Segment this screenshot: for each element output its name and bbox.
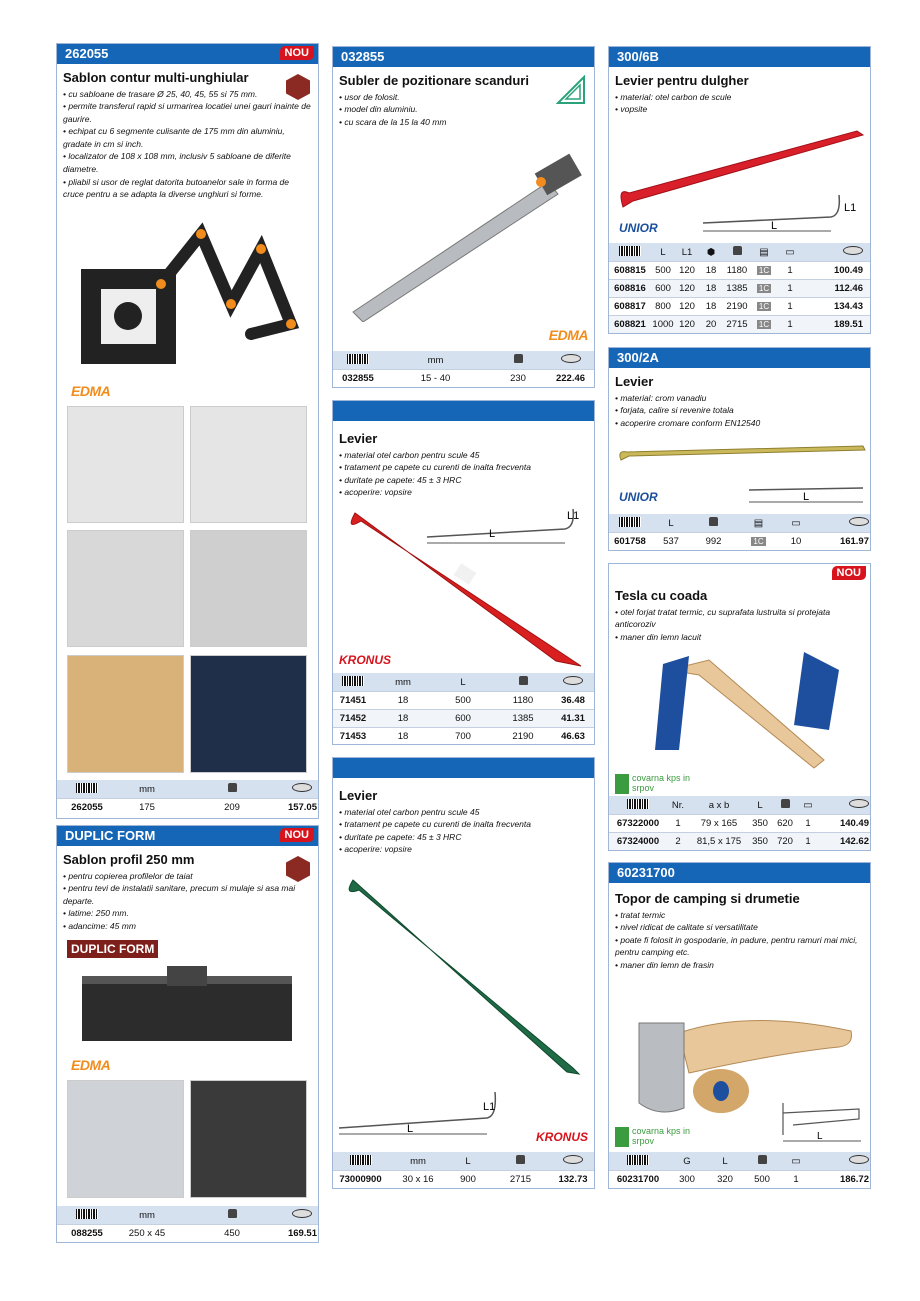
card-header [609,863,870,883]
card-header [333,401,594,421]
dim-l1-label: L1 [567,510,580,522]
usage-photo [190,530,307,647]
edma-logo: EDMA [548,327,588,343]
feature-list [609,909,870,972]
product-image [343,142,583,322]
price-icon [561,354,581,363]
product-card-032855 [332,46,595,388]
barcode-icon [350,1155,372,1165]
product-code: 300/2A [617,350,659,365]
feature-item: • localizator de 108 x 108 mm, inclusiv 5 sabloane de diferite diametre. [63,150,312,175]
product-card-262055 [56,43,319,819]
product-image [341,501,586,671]
card-header [333,758,594,778]
unior-logo: UNIOR [619,221,658,235]
feature-item: • cu scara de la 15 la 40 mm [339,116,588,129]
new-badge: NOU [832,566,866,580]
feature-list [609,91,870,116]
feature-item: • material: otel carbon de scule [615,91,864,104]
feature-item: • tratat termic [615,909,864,922]
table-header: mm [333,351,594,369]
table-row: 608816 600 120 18 1385 1C 1 112.46 [609,279,870,297]
product-code: 032855 [341,49,385,64]
feature-item: • latime: 250 mm. [63,907,312,920]
duplic-form-brand: DUPLIC FORM [67,940,158,958]
product-code: 60231700 [617,865,675,880]
usage-photo [67,530,184,647]
weight-icon [228,1209,237,1218]
product-title: Levier [339,788,378,803]
table-header: L ▤ ▭ [609,514,870,532]
feature-item: • tratament pe capete cu curenti de inalta frecventa [339,818,588,831]
edma-logo: EDMA [71,1057,111,1073]
barcode-icon [347,354,369,364]
table-row: 67324000 2 81,5 x 175 350 720 1 142.62 [609,832,870,850]
feature-item: • maner din lemn de frasin [615,959,864,972]
table-header: mm [57,1206,318,1224]
feature-item: • material: crom vanadiu [615,392,864,405]
dimension-drawing [779,1099,867,1147]
product-card-levier-73000900 [332,757,595,1189]
feature-list [333,449,594,499]
dim-l1-label: L1 [844,202,857,214]
weight-icon [514,354,523,363]
barcode-icon [619,246,641,256]
table-row: 71453 18 700 2190 46.63 [333,727,594,745]
price-icon [292,1209,312,1218]
box-icon: ▭ [791,1155,801,1167]
product-code: DUPLIC FORM [65,828,156,843]
hex-icon: ⬢ [706,246,716,258]
product-code: 300/6B [617,49,659,64]
kronus-logo: KRONUS [535,1130,588,1144]
table-row: 71451 18 500 1180 36.48 [333,691,594,709]
dimension-drawing [337,1080,507,1140]
feature-item: • cu sabloane de trasare Ø 25, 40, 45, 55 si 75 mm. [63,88,312,101]
feature-item: • forjata, calire si revenire totala [615,404,864,417]
feature-item: • poate fi folosit in gospodarie, in padure, pentru ramuri mai mici, pentru camping etc. [615,934,864,959]
usage-photo [67,406,184,523]
table-row: 088255 250 x 45 450 169.51 [57,1224,318,1242]
feature-item: • echipat cu 6 segmente culisante de 175 mm din aluminiu, gradate in cm si inch. [63,125,312,150]
feature-item: • tratament pe capete cu curenti de inalta frecventa [339,461,588,474]
weight-icon [758,1155,767,1164]
dim-l-label: L [817,1131,823,1142]
table-header: mm L [333,673,594,691]
spec-table [609,243,870,333]
weight-icon [516,1155,525,1164]
table-header: L L1 ⬢ ▤ ▭ [609,243,870,261]
dim-l-label: L [803,491,810,503]
product-card-300-2a [608,347,871,551]
dimension-drawing [701,187,867,237]
feature-item: • adancime: 45 mm [63,920,312,933]
product-card-levier-kronus [332,400,595,745]
table-row: 608821 1000 120 20 2715 1C 1 189.51 [609,315,870,333]
dim-l-label: L [489,528,496,540]
weight-icon [709,517,718,526]
usage-photo [67,655,184,773]
box-icon: ▭ [785,246,795,258]
spec-table [333,673,594,745]
feature-item: • permite transferul rapid si urmarirea locatiei unei gauri inainte de gaurire. [63,100,312,125]
product-image [649,650,859,770]
card-header [333,47,594,67]
barcode-icon [342,676,364,686]
feature-item: • usor de folosit. [339,91,588,104]
feature-list [57,88,318,201]
spec-table [57,780,318,816]
weight-icon [733,246,742,255]
card-header [609,348,870,368]
product-title: Levier [615,374,654,389]
package-icon: ▤ [759,246,769,258]
unior-logo: UNIOR [619,490,658,504]
feature-item: • acoperire: vopsire [339,486,588,499]
card-header [57,826,318,846]
package-icon: ▤ [753,517,764,529]
product-title: Sablon contur multi-unghiular [63,70,249,85]
feature-item: • material otel carbon pentru scule 45 [339,806,588,819]
feature-list [609,606,870,644]
spec-table [609,796,870,850]
barcode-icon [627,799,649,809]
feature-item: • acoperire: vopsire [339,843,588,856]
edma-logo: EDMA [71,383,111,399]
product-card-tesla [608,563,871,851]
product-title: Levier [339,431,378,446]
feature-item: • acoperire cromare conform EN12540 [615,417,864,430]
table-row: 73000900 30 x 16 900 2715 132.73 [333,1170,594,1188]
product-card-300-6b [608,46,871,334]
table-row: 262055 175 209 157.05 [57,798,318,816]
product-title: Sablon profil 250 mm [63,852,195,867]
weight-icon [519,676,528,685]
product-image [343,868,583,1078]
price-icon [849,799,869,808]
feature-item: • pentru copierea profilelor de taiat [63,870,312,883]
box-icon: ▭ [803,799,813,811]
barcode-icon [619,517,641,527]
dim-l-label: L [407,1123,414,1135]
feature-item: • maner din lemn lacuit [615,631,864,644]
feature-list [57,870,318,933]
dim-l-label: L [771,220,778,232]
card-header [57,44,318,64]
product-title: Levier pentru dulgher [615,73,749,88]
feature-item: • nivel ridicat de calitate si versatilitate [615,921,864,934]
table-header: G L ▭ [609,1152,870,1170]
table-header: Nr. a x b L ▭ [609,796,870,814]
product-code: 262055 [65,46,109,61]
product-title: Tesla cu coada [615,588,708,603]
covarna-logo: covarna kps in srpov [615,1127,695,1147]
usage-photo [67,1080,184,1198]
barcode-icon [627,1155,649,1165]
spec-table [57,1206,318,1242]
box-icon: ▭ [791,517,801,529]
feature-item: • pliabil si usor de reglat datorita butoanelor sale in forma de cruce pentru a se adapta la diverse unghiuri si forme. [63,176,312,201]
feature-item: • vopsite [615,103,864,116]
product-image [77,966,297,1056]
feature-list [333,91,594,129]
table-row: 608815 500 120 18 1180 1C 1 100.49 [609,261,870,279]
price-icon [563,676,583,685]
spec-table [333,1152,594,1188]
table-row: 71452 18 600 1385 41.31 [333,709,594,727]
weight-icon [228,783,237,792]
spec-table [609,1152,870,1188]
feature-item: • duritate pe capete: 45 ± 3 HRC [339,831,588,844]
table-row: 60231700 300 320 500 1 186.72 [609,1170,870,1188]
card-header [609,47,870,67]
spec-table [333,351,594,387]
feature-list [333,806,594,856]
feature-item: • duritate pe capete: 45 ± 3 HRC [339,474,588,487]
table-row: 608817 800 120 18 2190 1C 1 134.43 [609,297,870,315]
price-icon [849,1155,869,1164]
feature-item: • otel forjat tratat termic, cu suprafata lustruita si protejata anticoroziv [615,606,864,631]
table-header: mm L [333,1152,594,1170]
weight-icon [781,799,790,808]
product-card-60231700 [608,862,871,1189]
feature-item: • material otel carbon pentru scule 45 [339,449,588,462]
product-image [617,442,867,466]
usage-photo [190,1080,307,1198]
table-row: 67322000 1 79 x 165 350 620 1 140.49 [609,814,870,832]
product-title: Topor de camping si drumetie [615,891,800,906]
new-badge: NOU [280,46,314,60]
new-badge: NOU [280,828,314,842]
feature-list [609,392,870,430]
table-row: 032855 15 - 40 230 222.46 [333,369,594,387]
price-icon [843,246,863,255]
barcode-icon [76,783,98,793]
covarna-logo: covarna kps in srpov [615,774,695,794]
price-icon [563,1155,583,1164]
square-ruler-icon [556,75,586,105]
product-card-duplic-form [56,825,319,1243]
product-image [71,214,311,384]
price-icon [849,517,869,526]
barcode-icon [76,1209,98,1219]
dim-l1-label: L1 [483,1101,496,1113]
packaging-photo [190,655,307,773]
card-header [609,564,870,584]
dimension-drawing [747,484,867,510]
table-header: mm [57,780,318,798]
kronus-logo: KRONUS [339,653,392,667]
product-title: Subler de pozitionare scanduri [339,73,529,88]
feature-item: • pentru tevi de instalatii sanitare, precum si mulaje si asa mai departe. [63,882,312,907]
feature-item: • model din aluminiu. [339,103,588,116]
spec-table [609,514,870,550]
usage-photo [190,406,307,523]
price-icon [292,783,312,792]
table-row: 601758 537 992 1C 10 161.97 [609,532,870,550]
